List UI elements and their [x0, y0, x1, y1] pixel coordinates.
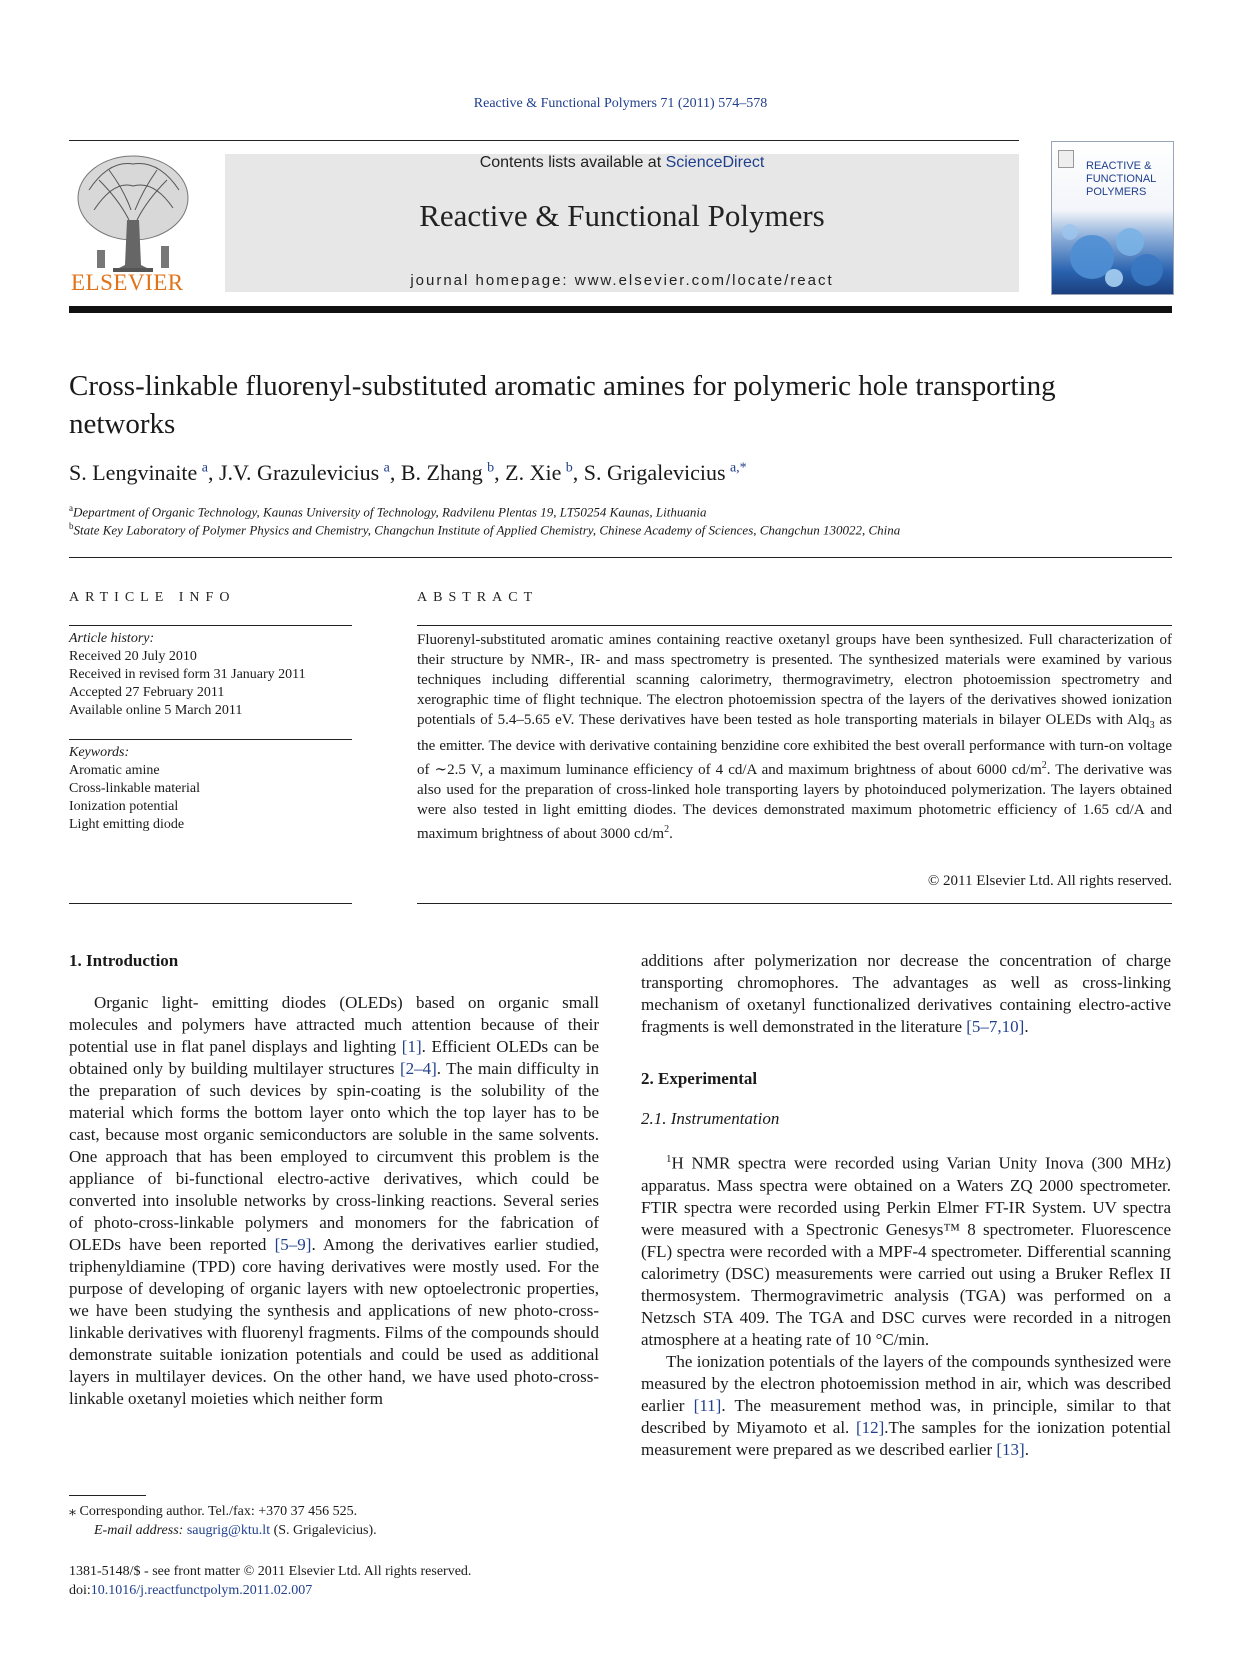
- affiliation-mark[interactable]: a: [201, 460, 208, 476]
- author-list: S. Lengvinaite $^a$, J.V. Grazulevicius $^a$, B. Zhang $^b$, Z. Xie $^b$, S. Grigalevicius $^{a,*}$: [69, 460, 747, 485]
- reference-link[interactable]: [1]: [401, 1037, 422, 1056]
- section-title: 2. Experimental: [641, 1069, 758, 1088]
- cover-title: [1086, 160, 1156, 199]
- contents-prefix: Contents lists available at: [479, 154, 666, 171]
- history-entry: Received in revised form 31 January 2011: [69, 667, 306, 682]
- paragraph-text: .The samples for the ionization potential measurement were prepared as we described earlier: [641, 1417, 1171, 1459]
- paragraph: [641, 1148, 1171, 1351]
- paragraph-text: Organic light- emitting diodes (OLEDs) based on organic small molecules and polymers have attracted much attention because of their potential use in flat panel displays and lighting: [69, 993, 599, 1056]
- reference-link[interactable]: [2–4]: [399, 1059, 437, 1078]
- reference-link[interactable]: [13]: [996, 1439, 1025, 1459]
- affiliation-mark[interactable]: a,*: [729, 460, 747, 476]
- keyword-item: Ionization potential: [69, 799, 179, 814]
- abstract-text: as the emitter. The device with derivative containing benzidine core exhibited the best overall performance with turn-on voltage of ∼2.5 V, a maximum luminance efficiency of 4 cd/A and maximum brightness of about 6000 cd/m: [417, 712, 1172, 778]
- history-entry: Accepted 27 February 2011: [69, 685, 225, 700]
- affiliation-text: Department of Organic Technology, Kaunas University of Technology, Radvilenu Plentas 19, LT50254 Kaunas, Lithuania: [73, 504, 707, 520]
- reference-link[interactable]: [5–9]: [274, 1235, 312, 1254]
- paragraph-text: The ionization potentials of the layers of the compounds synthesized were measured by the electron photoemission method in air, which was described earlier: [641, 1351, 1171, 1415]
- affiliation-mark[interactable]: a: [383, 460, 390, 476]
- subscript: 3: [1149, 720, 1155, 731]
- issn-line: 1381-5148/$ - see front matter © 2011 Elsevier Ltd. All rights reserved.: [69, 1564, 472, 1579]
- keyword-item: Cross-linkable material: [69, 781, 201, 796]
- contents-available-line: [225, 154, 1019, 172]
- sciencedirect-link[interactable]: ScienceDirect: [665, 154, 765, 171]
- history-entry: Available online 5 March 2011: [69, 703, 243, 718]
- author-name: B. Zhang: [400, 460, 483, 485]
- affiliation-letter: a: [69, 503, 73, 513]
- article-info-rule: [69, 903, 352, 904]
- paragraph-text: . Among the derivatives earlier studied, triphenyldiamine (TPD) core having derivatives were mostly used. For the purpose of developing of organic layers with new optoelectronic properties, we have been studying the synthesis and applications of new photo-cross-linkable derivatives with fluorenyl fragments. Films of the compounds should demonstrate suitable ionization potentials and could be used as additional layers in multilayer devices. On the other hand, we have used photo-cross-linkable oxetanyl moieties which neither form: [69, 1235, 599, 1408]
- journal-citation[interactable]: Reactive & Functional Polymers 71 (2011) 574–578: [473, 96, 768, 111]
- paragraph: [69, 992, 599, 1410]
- keyword-item: Light emitting diode: [69, 817, 185, 832]
- email-label: E-mail address:: [94, 1523, 187, 1538]
- journal-homepage[interactable]: journal homepage: www.elsevier.com/locate/react: [410, 272, 834, 289]
- email-line: [69, 1521, 377, 1540]
- reference-link[interactable]: [5–7,10]: [966, 1017, 1025, 1036]
- abstract-text: .: [669, 826, 673, 842]
- affiliation-b: [69, 521, 900, 538]
- email-link[interactable]: saugrig@ktu.lt: [186, 1523, 271, 1538]
- history-entry: Received 20 July 2010: [69, 649, 197, 664]
- cover-bubbles-graphic: [1052, 212, 1173, 294]
- abstract-heading: ABSTRACT: [417, 590, 539, 605]
- affiliation-text: State Key Laboratory of Polymer Physics and Chemistry, Changchun Institute of Applied Chemistry, Chinese Academy of Sciences, Changchun 130022, China: [73, 522, 901, 538]
- header-thick-rule: [69, 306, 1172, 313]
- paragraph-text: . The main difficulty in the preparation of such devices by spin-coating is the solubility of the material which forms the bottom layer onto which the top layer has to be cast, because most organic semiconductors are soluble in the same solvents. One approach that has been employed to circumvent this problem is the appliance of bi-functional electro-active derivatives, which could be converted into insoluble networks by cross-linking reactions. Several series of photo-cross-linkable polymers and monomers for the fabrication of OLEDs have been reported: [69, 1059, 599, 1254]
- subsection-title: 2.1. Instrumentation: [641, 1109, 780, 1128]
- page-footer: [69, 1562, 471, 1600]
- article-title: Cross-linkable fluorenyl-substituted aromatic amines for polymeric hole transporting networks: [69, 370, 1056, 440]
- abstract-rule: [417, 625, 1172, 626]
- paragraph-text: . The measurement method was, in principle, similar to that described by Miyamoto et al.: [641, 1395, 1172, 1437]
- paragraph-text: additions after polymerization nor decrease the concentration of charge transporting chromophores. The advantages as well as cross-linking mechanism of oxetanyl functionalized derivatives containing electro-active fragments is well demonstrated in the literature: [641, 951, 1171, 1036]
- keywords-label: Keywords:: [69, 745, 130, 760]
- paragraph-text: .: [1024, 1017, 1029, 1036]
- superscript: 2: [1041, 760, 1047, 771]
- paragraph: [641, 1351, 1171, 1461]
- article-info-rule: [69, 625, 352, 626]
- article-history: [69, 630, 352, 720]
- author-name: S. Grigalevicius: [583, 460, 726, 485]
- cover-title-line: POLYMERS: [1086, 186, 1147, 198]
- title-block-rule: [69, 557, 1172, 558]
- doi-label: doi:: [69, 1583, 91, 1598]
- corresponding-author-footnote: [69, 1502, 377, 1540]
- abstract-rule: [417, 903, 1172, 904]
- paragraph: [641, 950, 1171, 1038]
- abstract-copyright: © 2011 Elsevier Ltd. All rights reserved.: [927, 873, 1172, 889]
- journal-cover-image[interactable]: [1051, 141, 1174, 295]
- paragraph-text: .: [1024, 1439, 1029, 1459]
- body-column-right: [641, 950, 1171, 1461]
- doi-link[interactable]: 10.1016/j.reactfunctpolym.2011.02.007: [90, 1583, 313, 1598]
- abstract-text: . The derivative was also used for the preparation of cross-linked hole transporting layers by photoinduced polymerization. The layers obtained were also tested in light emitting diodes. The devices demonstrated maximum photometric efficiency of 1.65 cd/A and maximum brightness of about 3000 cd/m: [417, 762, 1172, 842]
- doi-line: [69, 1581, 471, 1600]
- affiliation-mark[interactable]: b: [565, 460, 573, 476]
- reference-link[interactable]: [12]: [855, 1417, 885, 1437]
- corresponding-author: ⁎ Corresponding author. Tel./fax: +370 37 456 525.: [69, 1504, 358, 1519]
- author-name: Z. Xie: [505, 460, 562, 485]
- history-label: Article history:: [69, 631, 155, 646]
- cover-title-line: FUNCTIONAL: [1086, 173, 1157, 185]
- email-suffix: (S. Grigalevicius).: [270, 1523, 377, 1538]
- abstract-text: Fluorenyl-substituted aromatic amines containing reactive oxetanyl groups have been synthesized. Full characterization of their structure by NMR-, IR- and mass spectrometry is presented. The synthesized materials were examined by various techniques including differential scanning calorimetry, thermogravimetry, electron photoemission spectrometry and xerographic time of flight technique. The electron photoemission spectra of the layers of the derivatives showed ionization potentials of 5.4–5.65 eV. These derivatives have been tested as hole transporting materials in bilayer OLEDs with Alq: [417, 632, 1172, 728]
- abstract-body: [417, 630, 1172, 844]
- article-info-rule: [69, 739, 352, 740]
- affiliation-mark[interactable]: b: [487, 460, 495, 476]
- cover-publisher-mark: [1058, 150, 1074, 168]
- keywords-list: [69, 744, 352, 834]
- footnote-rule: [69, 1495, 146, 1496]
- keyword-item: Aromatic amine: [69, 763, 160, 778]
- author-name: J.V. Grazulevicius: [218, 460, 380, 485]
- paragraph-text: H NMR spectra were recorded using Varian Unity Inova (300 MHz) apparatus. Mass spectra were obtained on a Waters ZQ 2000 spectrometer. FTIR spectra were recorded using Perkin Elmer FT-IR System. UV spectra were measured with a Spectronic Genesys™ 8 spectrometer. Fluorescence (FL) spectra were recorded with a MPF-4 spectrometer. Differential scanning calorimetry (DSC) measurements were carried out using a Bruker Reflex II thermosystem. Thermogravimetric analysis (TGA) was performed on a Netzsch STA 409. The TGA and DSC curves were recorded in a nitrogen atmosphere at a heating rate of 10 °C/min.: [641, 1153, 1171, 1349]
- body-column-left: [69, 950, 599, 1410]
- paragraph-text: . Efficient OLEDs can be obtained only by building multilayer structures: [69, 1037, 600, 1078]
- journal-title: Reactive & Functional Polymers: [419, 198, 825, 233]
- affiliation-letter: b: [69, 521, 74, 531]
- section-title: 1. Introduction: [69, 951, 179, 970]
- superscript: 2: [664, 824, 670, 835]
- author-name: S. Lengvinaite: [69, 460, 198, 485]
- article-info-heading: ARTICLE INFO: [69, 590, 236, 605]
- superscript: 1: [666, 1153, 672, 1165]
- header-rule: [69, 140, 1019, 141]
- affiliation-a: [69, 503, 706, 520]
- reference-link[interactable]: [11]: [693, 1395, 722, 1415]
- cover-title-line: REACTIVE &: [1086, 160, 1152, 172]
- elsevier-wordmark: ELSEVIER: [71, 270, 184, 295]
